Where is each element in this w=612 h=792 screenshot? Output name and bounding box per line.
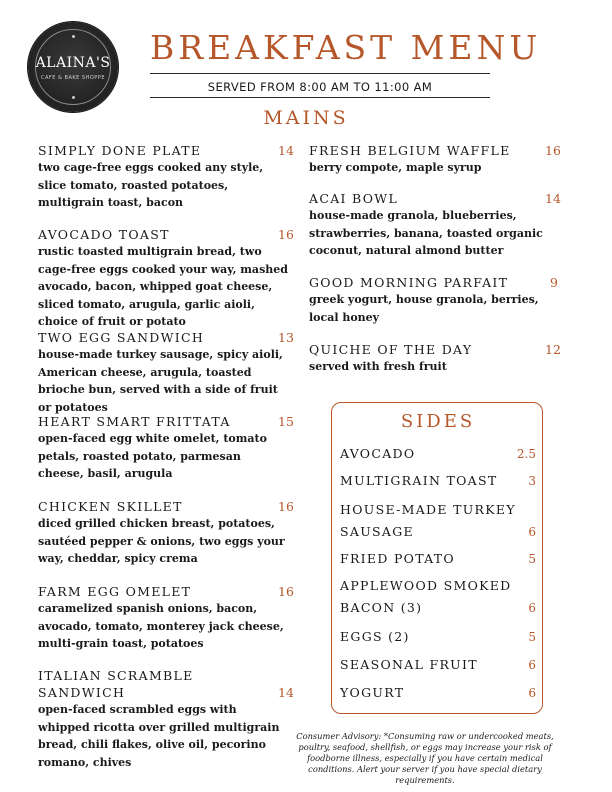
side-item: [340, 682, 536, 704]
side-price: 6: [528, 686, 536, 700]
section-title-sides: SIDES: [400, 411, 476, 432]
item-description: diced grilled chicken breast, potatoes, sautéed pepper & onions, two eggs your way, cheddar, spicy crema: [38, 517, 285, 565]
item-name: TWO EGG SANDWICH: [38, 330, 205, 345]
menu-item: [38, 142, 294, 212]
logo-dot: [72, 96, 75, 99]
item-description: house-made turkey sausage, spicy aioli, American cheese, arugula, toasted brioche bun, served with a side of fruit or potatoes: [38, 348, 283, 414]
item-description: open-faced egg white omelet, tomato petals, roasted potato, parmesan cheese, basil, arugula: [38, 432, 267, 480]
side-item: [340, 499, 536, 543]
menu-item: [38, 329, 294, 416]
item-description: berry compote, maple syrup: [309, 161, 482, 174]
side-price: 6: [528, 525, 536, 539]
side-name: FRIED POTATO: [340, 551, 455, 566]
logo-name: ALAINA'S: [35, 55, 111, 71]
item-price: 13: [278, 330, 294, 345]
side-item: [340, 443, 536, 465]
item-name: QUICHE OF THE DAY: [309, 342, 473, 357]
menu-item: [309, 142, 564, 177]
item-name: ACAI BOWL: [309, 191, 399, 206]
side-price: 5: [528, 552, 536, 566]
item-price: 16: [278, 584, 294, 599]
side-item: [340, 654, 536, 676]
item-description: open-faced scrambled eggs with whipped ricotta over grilled multigrain bread, chili flakes, olive oil, pecorino romano, chives: [38, 703, 280, 769]
menu-item: [38, 498, 294, 568]
item-description: caramelized spanish onions, bacon, avocado, tomato, monterey jack cheese, multi-grain toast, potatoes: [38, 602, 284, 650]
item-name: GOOD MORNING PARFAIT: [309, 275, 509, 290]
side-price: 2.5: [516, 447, 536, 461]
item-price: 16: [278, 499, 294, 514]
item-price: 16: [545, 143, 561, 158]
consumer-advisory: Consumer Advisory: *Consuming raw or undercooked meats, poultry, seafood, shellfish, or eggs may increase your risk of foodborne illness, especially if you have certain medical conditions. Alert your server if you have special dietary requirements.: [296, 731, 554, 785]
item-description: two cage-free eggs cooked any style, slice tomato, roasted potatoes, multigrain toast, bacon: [38, 161, 264, 209]
menu-item: [38, 583, 294, 653]
side-name: YOGURT: [340, 685, 405, 700]
side-item: [340, 470, 536, 492]
side-price: 3: [528, 474, 536, 488]
side-name: MULTIGRAIN TOAST: [340, 473, 498, 488]
logo-dot: [72, 35, 75, 38]
side-name: AVOCADO: [340, 446, 416, 461]
section-title-mains: MAINS: [263, 107, 349, 129]
page-title: BREAKFAST MENU: [150, 28, 542, 67]
served-divider: [150, 97, 490, 98]
menu-item: [38, 667, 294, 771]
side-name: HOUSE-MADE TURKEY SAUSAGE: [340, 502, 516, 539]
side-price: 5: [528, 630, 536, 644]
item-price: 14: [545, 191, 561, 206]
side-price: 6: [528, 658, 536, 672]
side-item: [340, 626, 536, 648]
item-name: FRESH BELGIUM WAFFLE: [309, 143, 511, 158]
side-name: APPLEWOOD SMOKED BACON (3): [340, 578, 512, 615]
side-item: [340, 548, 536, 570]
item-description: house-made granola, blueberries, strawberries, banana, toasted organic coconut, natural almond butter: [309, 209, 543, 257]
item-description: greek yogurt, house granola, berries, local honey: [309, 293, 539, 324]
title-divider: [150, 73, 490, 74]
menu-item: [38, 226, 294, 331]
menu-item: [38, 413, 294, 483]
serving-hours: SERVED FROM 8:00 AM TO 11:00 AM: [207, 80, 433, 94]
item-name: FARM EGG OMELET: [38, 584, 192, 599]
item-description: rustic toasted multigrain bread, two cage-free eggs cooked your way, mashed avocado, bacon, whipped goat cheese, sliced tomato, arugula, garlic aioli, choice of fruit or potato: [38, 245, 288, 328]
item-name: ITALIAN SCRAMBLE SANDWICH: [38, 668, 194, 700]
item-name: SIMPLY DONE PLATE: [38, 143, 202, 158]
menu-item: [309, 190, 559, 260]
item-name: HEART SMART FRITTATA: [38, 414, 231, 429]
item-price: 14: [278, 143, 294, 158]
item-description: served with fresh fruit: [309, 360, 447, 373]
sides-panel: [331, 402, 543, 714]
item-price: 16: [278, 227, 294, 242]
logo: [28, 22, 118, 112]
item-price: 15: [278, 414, 294, 429]
logo-tagline: CAFE & BAKE SHOPPE: [41, 75, 105, 81]
menu-item: [309, 341, 564, 376]
item-name: CHICKEN SKILLET: [38, 499, 183, 514]
item-price: 9: [550, 275, 558, 290]
side-name: SEASONAL FRUIT: [340, 657, 478, 672]
side-item: [340, 575, 536, 619]
item-price: 12: [545, 342, 561, 357]
item-name: AVOCADO TOAST: [38, 227, 170, 242]
side-name: EGGS (2): [340, 629, 410, 644]
side-price: 6: [528, 601, 536, 615]
menu-item: [309, 274, 559, 326]
item-price: 14: [278, 685, 294, 700]
